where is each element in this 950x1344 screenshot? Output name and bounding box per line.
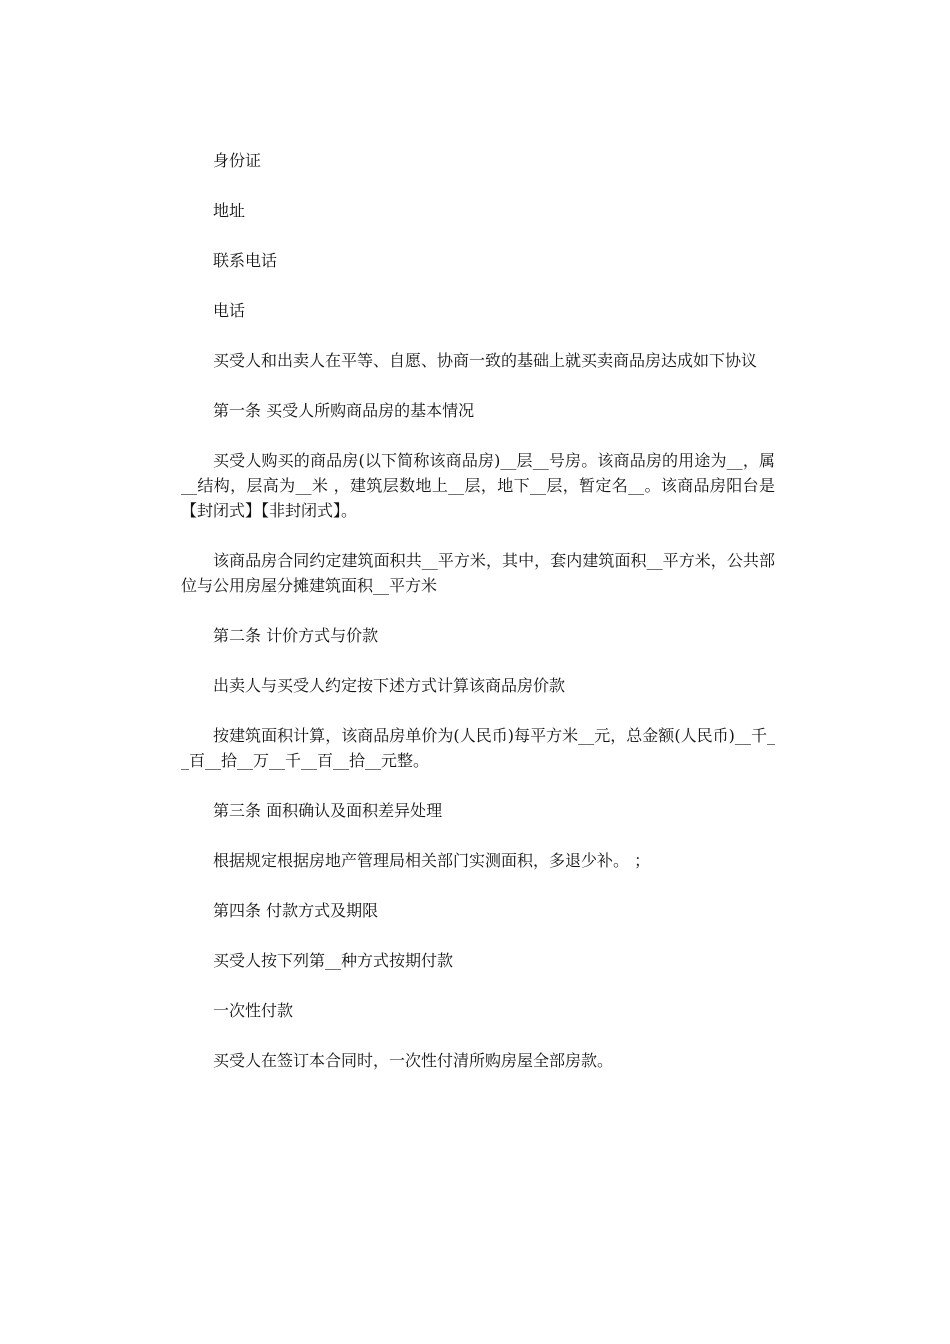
document-body [181,148,775,1098]
article-1-body-area: 该商品房合同约定建筑面积共__平方米，其中，套内建筑面积__平方米，公共部位与公用房屋分摊建筑面积__平方米 [181,551,775,595]
paragraph-id-card: 身份证 [213,151,262,170]
article-4-lump-sum-body: 买受人在签订本合同时，一次性付清所购房屋全部房款。 [213,1051,614,1070]
paragraph-address: 地址 [213,201,246,220]
paragraph-phone: 电话 [213,301,246,320]
article-3-heading: 第三条 面积确认及面积差异处理 [213,801,443,820]
paragraph-contact-phone: 联系电话 [213,251,278,270]
article-1-heading: 第一条 买受人所购商品房的基本情况 [213,401,475,420]
article-4-heading: 第四条 付款方式及期限 [213,901,379,920]
article-3-body: 根据规定根据房地产管理局相关部门实测面积，多退少补。 ； [213,851,651,870]
article-2-heading: 第二条 计价方式与价款 [213,626,379,645]
article-1-body-basic-info: 买受人购买的商品房(以下简称该商品房)__层__号房。该商品房的用途为__，属__结构，层高为__米 ，建筑层数地上__层，地下__层，暂定名__。该商品房阳台是【封闭式】【非封闭式】。 [181,451,775,520]
article-4-body-method: 买受人按下列第__种方式按期付款 [213,951,454,970]
article-4-lump-sum-heading: 一次性付款 [213,1001,294,1020]
article-2-body-price: 按建筑面积计算，该商品房单价为(人民币)每平方米__元，总金额(人民币)__千__百__拾__万__千__百__拾__元整。 [181,726,775,770]
article-2-body-method: 出卖人与买受人约定按下述方式计算该商品房价款 [213,676,566,695]
paragraph-agreement-intro: 买受人和出卖人在平等、自愿、协商一致的基础上就买卖商品房达成如下协议 [213,351,758,370]
